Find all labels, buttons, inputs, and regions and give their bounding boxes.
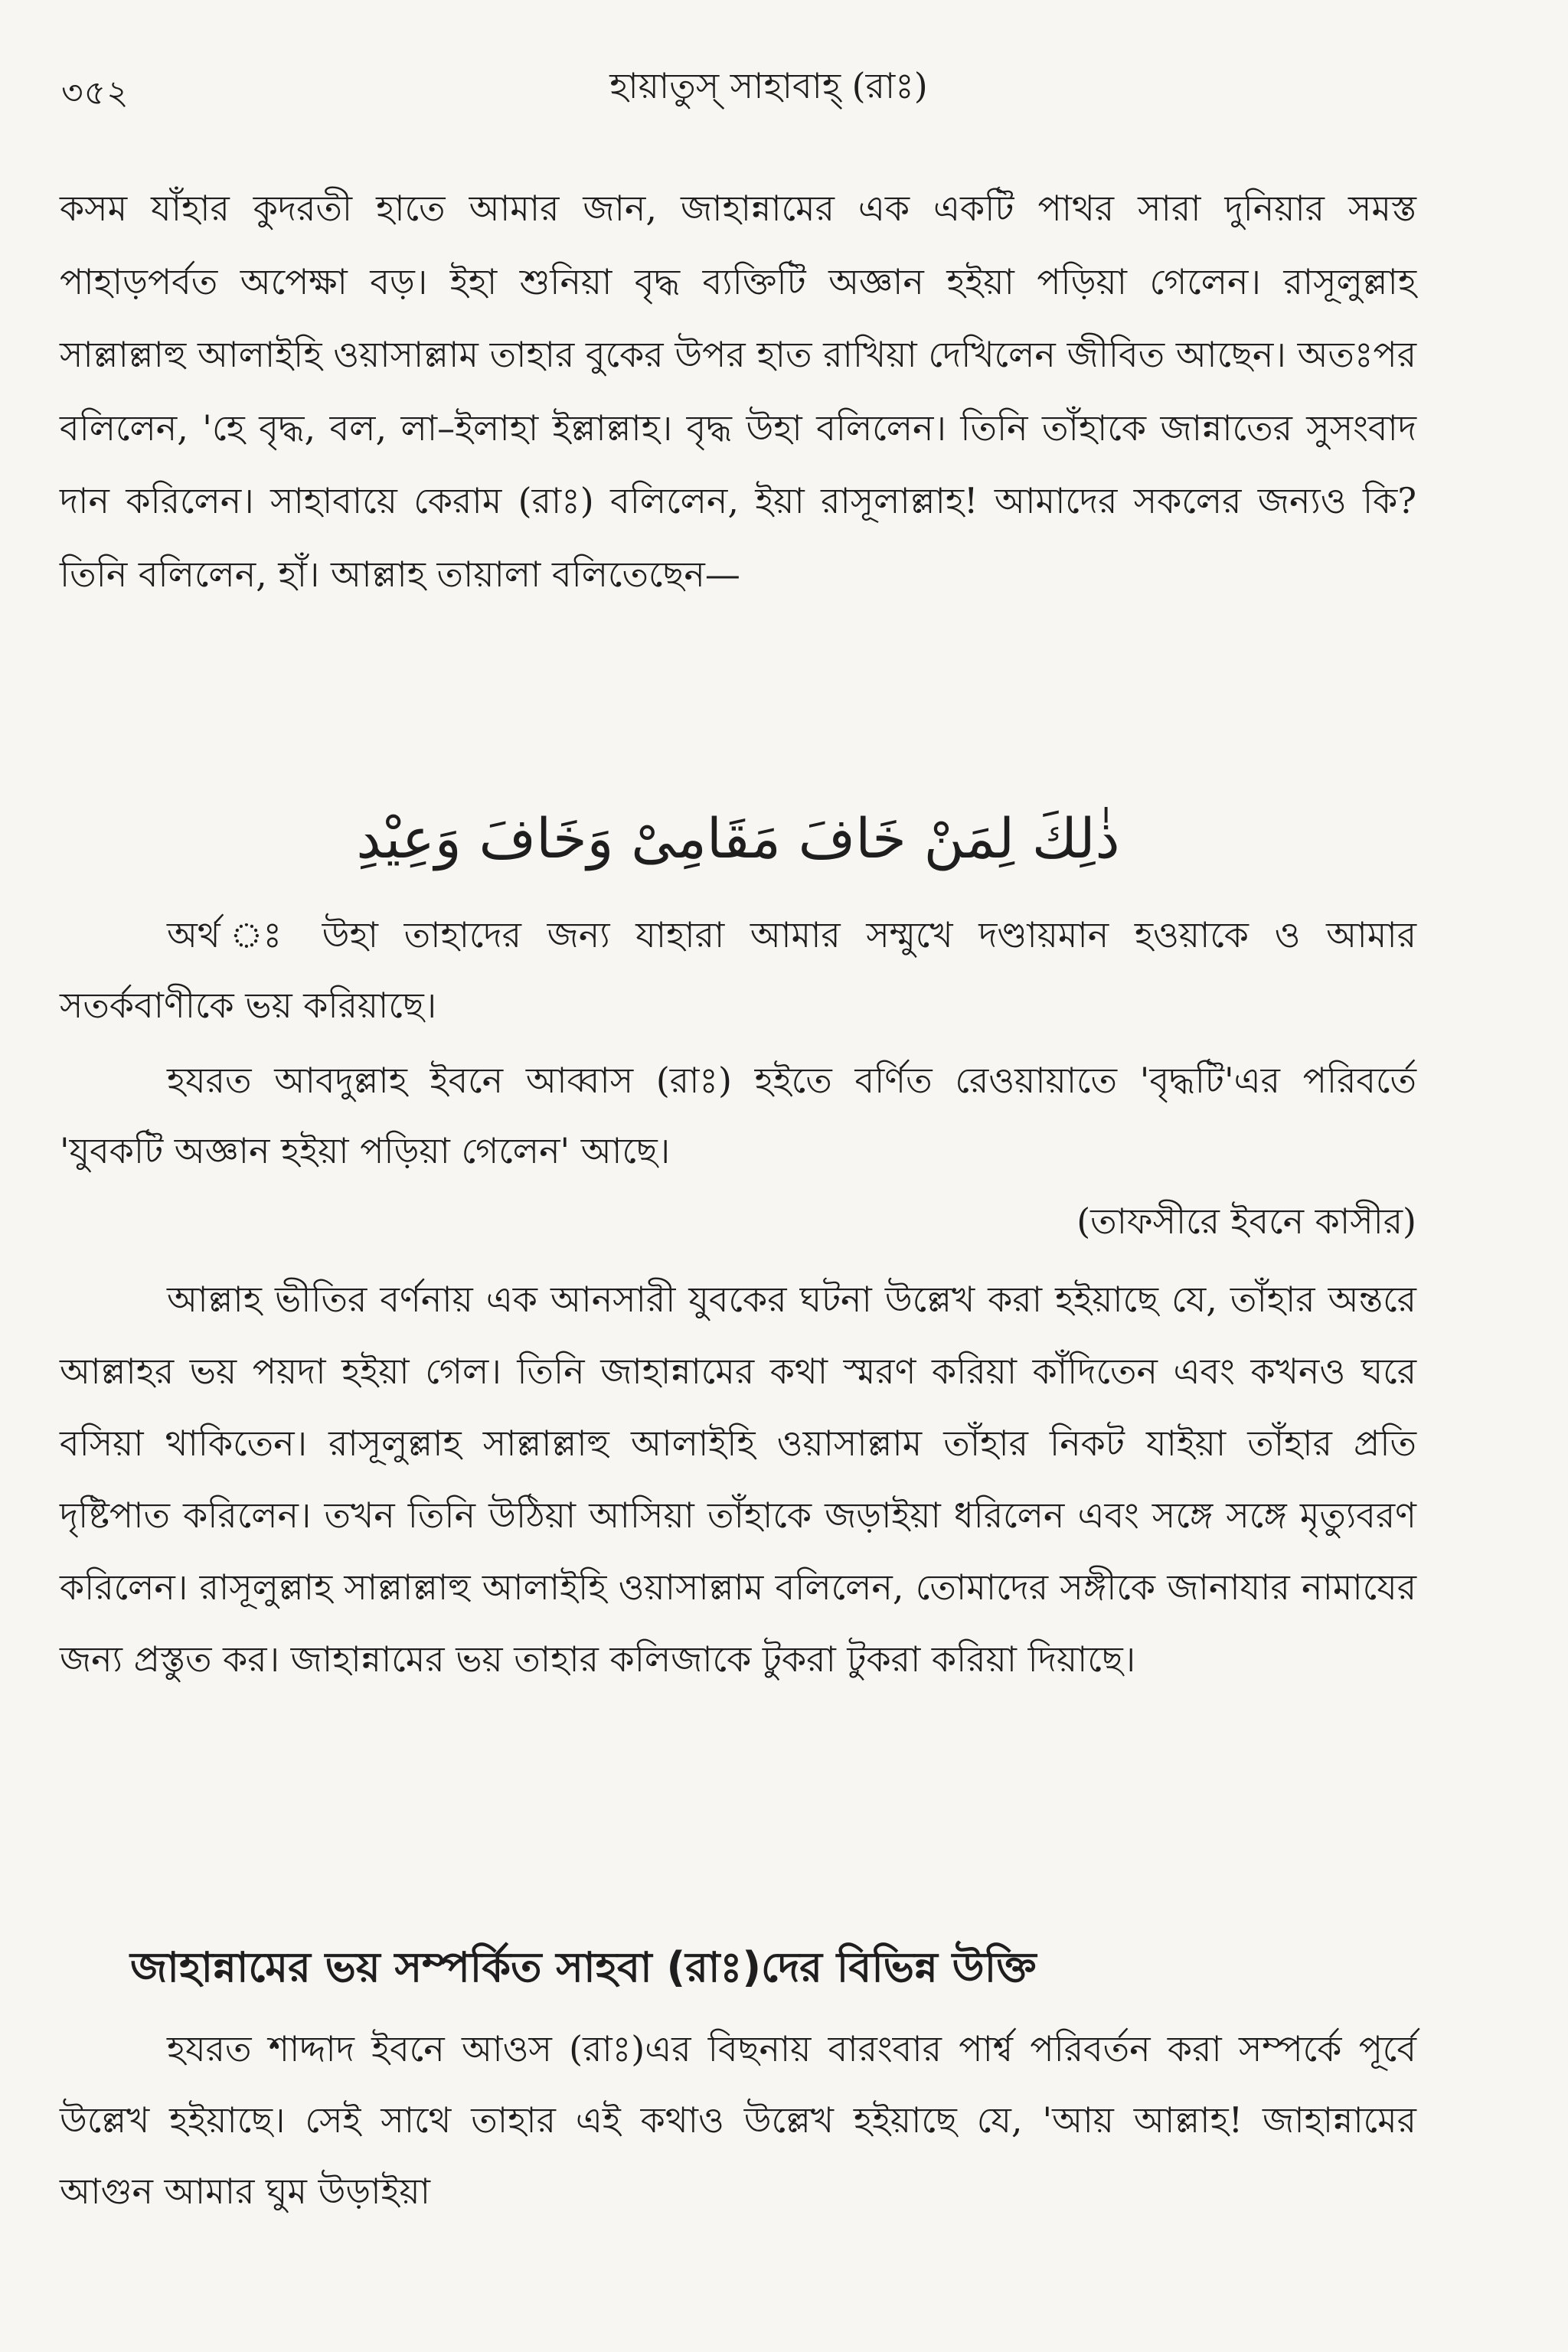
paragraph-4: আল্লাহ ভীতির বর্ণনায় এক আনসারী যুবকের ঘটনা উল্লেখ করা হইয়াছে যে, তাঁহার অন্তরে আল্লাহর ভয় পয়দা হইয়া গেল। তিনি জাহান্নামের কথা স্মরণ করিয়া কাঁদিতেন এবং কখনও ঘরে বসিয়া থাকিতেন। রাসূলুল্লাহ সাল্লাল্লাহু আলাইহি ওয়াসাল্লাম তাঁহার নিকট যাইয়া তাঁহার প্রতি দৃষ্টিপাত করিলেন। তখন তিনি উঠিয়া আসিয়া তাঁহাকে জড়াইয়া ধরিলেন এবং সঙ্গে সঙ্গে মৃত্যুবরণ করিলেন। রাসূলুল্লাহ সাল্লাল্লাহু আলাইহি ওয়াসাল্লাম বলিলেন, তোমাদের সঙ্গীকে জানাযার নামাযের জন্য প্রস্তুত কর। জাহান্নামের ভয় তাহার কলিজাকে টুকরা টুকরা করিয়া দিয়াছে।	[60, 1279, 1416, 1680]
citation: (তাফসীরে ইবনে কাসীর)	[1076, 1200, 1416, 1242]
running-title: হায়াতুস্ সাহাবাহ্ (রাঃ)	[609, 65, 928, 106]
page-number: ৩৫২	[61, 74, 129, 113]
arabic-verse: ذٰلِكَ لِمَنْ خَافَ مَقَامِىْ وَخَافَ وَعِيْدِ	[356, 806, 1120, 871]
paragraph-3: হযরত আবদুল্লাহ ইবনে আব্বাস (রাঃ) হইতে বর্ণিত রেওয়ায়াতে 'বৃদ্ধটি'এর পরিবর্তে 'যুবকটি অজ্ঞান হইয়া পড়িয়া গেলেন' আছে।	[60, 1060, 1416, 1171]
paragraph-1: কসম যাঁহার কুদরতী হাতে আমার জান, জাহান্নামের এক একটি পাথর সারা দুনিয়ার সমস্ত পাহাড়পর্বত অপেক্ষা বড়। ইহা শুনিয়া বৃদ্ধ ব্যক্তিটি অজ্ঞান হইয়া পড়িয়া গেলেন। রাসূলুল্লাহ সাল্লাল্লাহু আলাইহি ওয়াসাল্লাম তাহার বুকের উপর হাত রাখিয়া দেখিলেন জীবিত আছেন। অতঃপর বলিলেন, 'হে বৃদ্ধ, বল, লা–ইলাহা ইল্লাল্লাহ। বৃদ্ধ উহা বলিলেন। তিনি তাঁহাকে জান্নাতের সুসংবাদ দান করিলেন। সাহাবায়ে কেরাম (রাঃ) বলিলেন, ইয়া রাসূলাল্লাহ! আমাদের সকলের জন্যও কি? তিনি বলিলেন, হাঁ। আল্লাহ তায়ালা বলিতেছেন—	[60, 188, 1416, 595]
paragraph-translation: অর্থ ঃ উহা তাহাদের জন্য যাহারা আমার সম্মুখে দণ্ডায়মান হওয়াকে ও আমার সতর্কবাণীকে ভয় করিয়াছে।	[60, 914, 1416, 1026]
paragraph-5: হযরত শাদ্দাদ ইবনে আওস (রাঃ)এর বিছনায় বারংবার পার্শ্ব পরিবর্তন করা সম্পর্কে পূর্বে উল্লেখ হইয়াছে। সেই সাথে তাহার এই কথাও উল্লেখ হইয়াছে যে, 'আয় আল্লাহ! জাহান্নামের আগুন আমার ঘুম উড়াইয়া	[60, 2028, 1416, 2212]
page-header	[61, 60, 1476, 113]
section-heading: জাহান্নামের ভয় সম্পর্কিত সাহবা (রাঃ)দের বিভিন্ন উক্তি	[130, 1943, 1037, 1991]
